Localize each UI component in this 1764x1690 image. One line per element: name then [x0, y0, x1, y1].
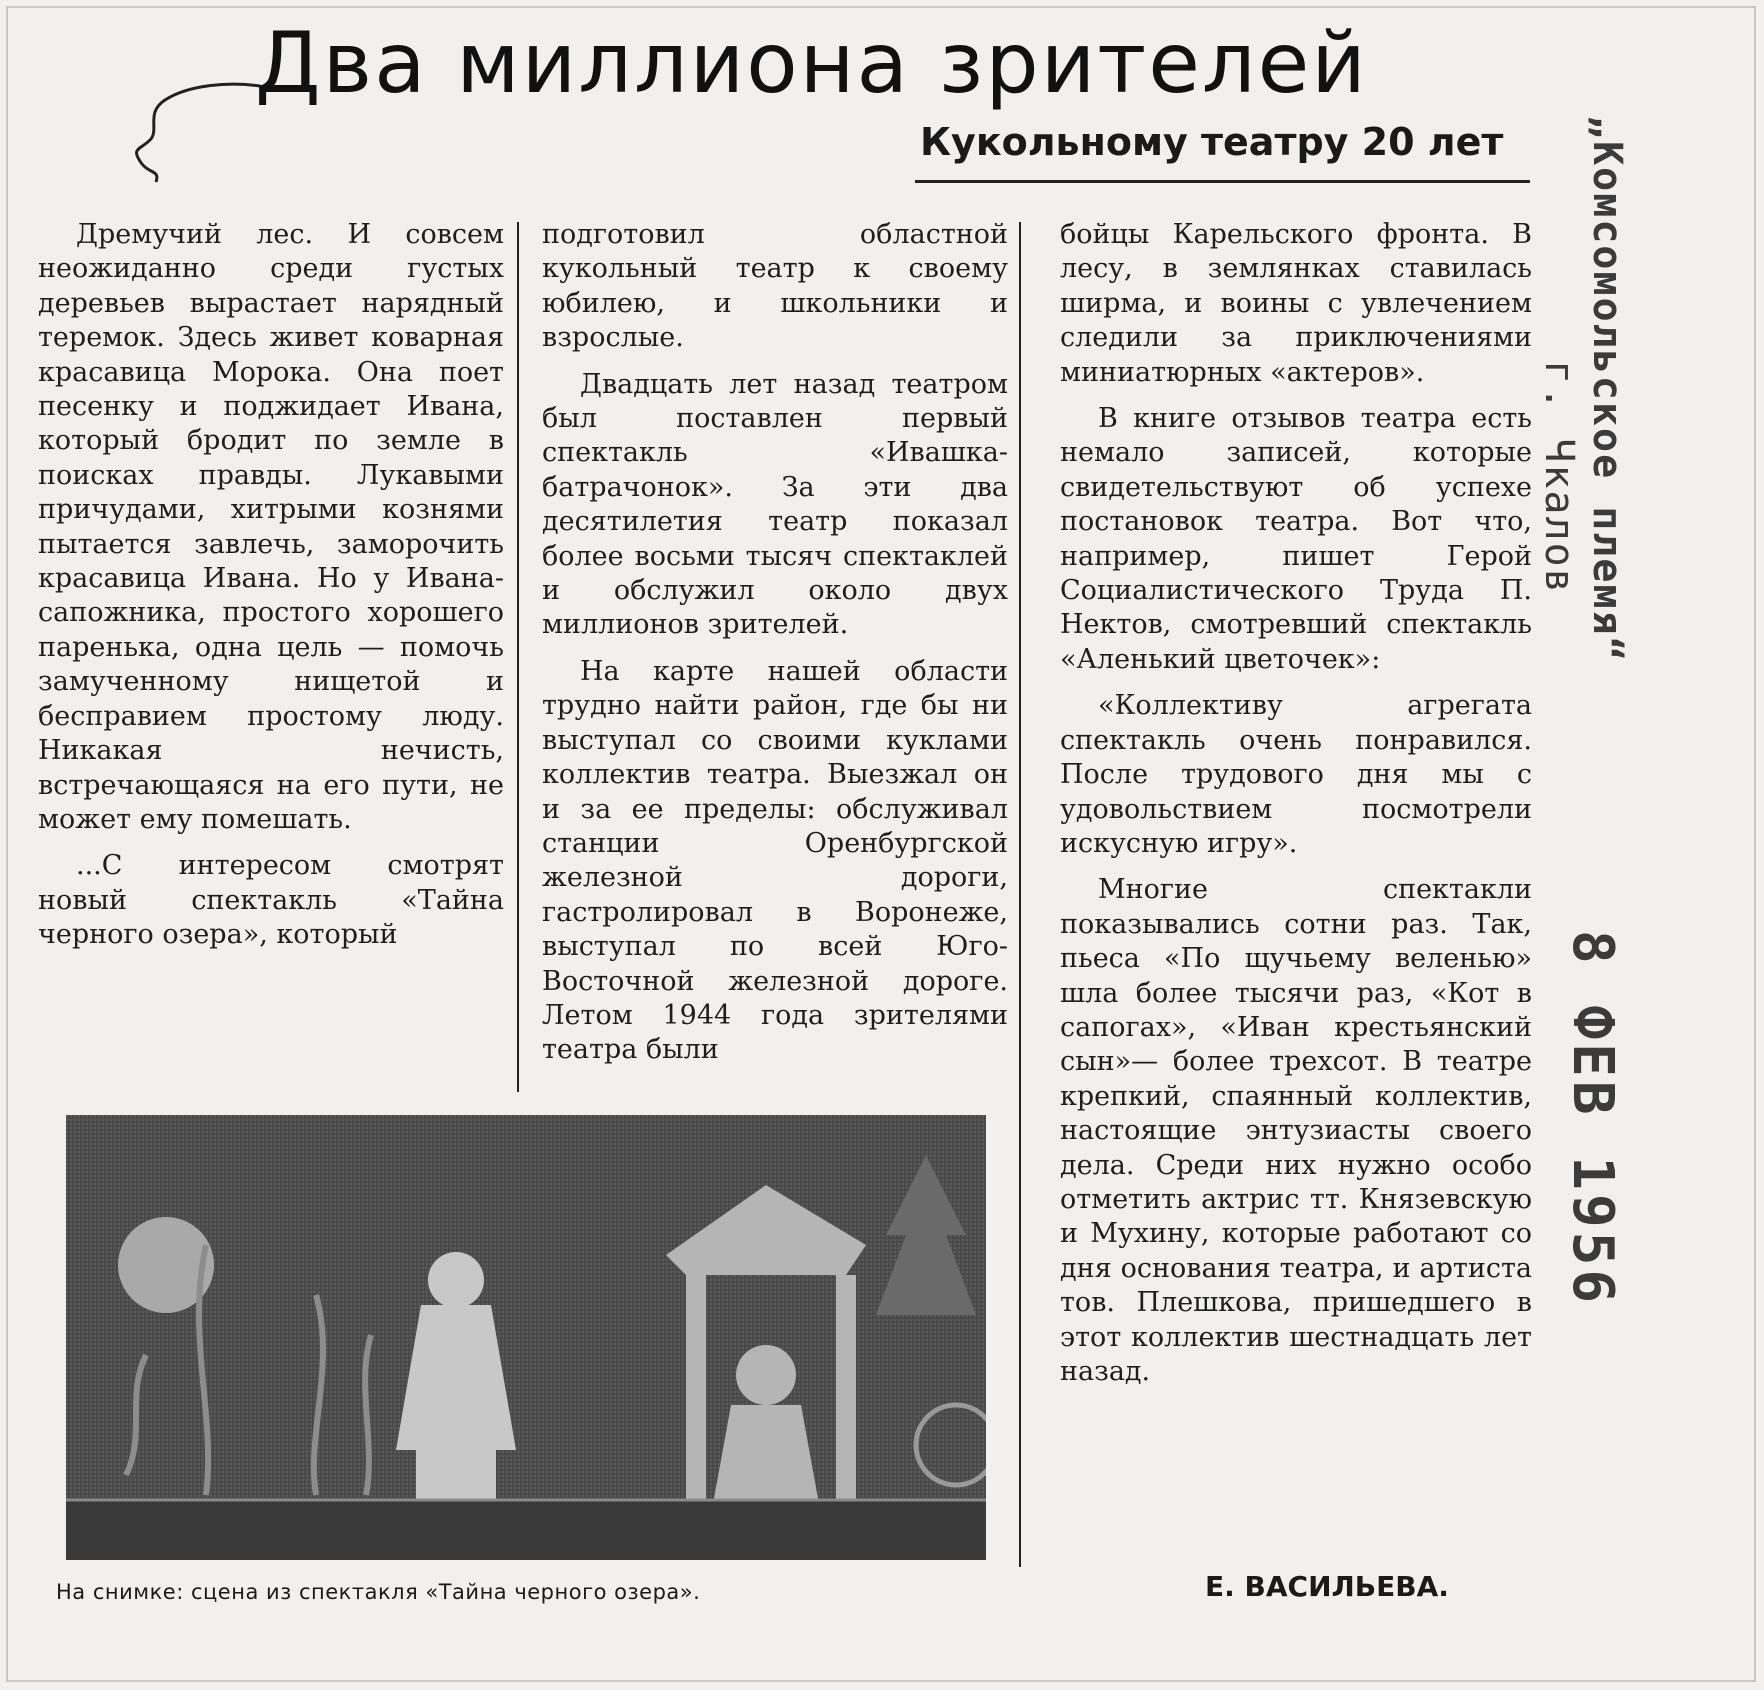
- article-column-1: [38, 218, 504, 965]
- paragraph: «Коллективу агрегата спектакль очень понравился. После трудового дня мы с удовольствием посмотрели искусную игру».: [1060, 690, 1532, 859]
- paragraph: Многие спектакли показывались сотни раз. Так, пьеса «По щучьему веленью» шла более тысячи раз, «Кот в сапогах», «Иван крестьянский сын»— более трехсот. В театре крепкий, спаянный коллектив, настоящие энтузиасты своего дела. Среди них нужно особо отметить актрис тт. Князевскую и Мухину, которые работают со дня основания театра, и артиста тов. Плешкова, пришедшего в этот коллектив шестнадцать лет назад.: [1060, 874, 1532, 1387]
- paragraph: подготовил областной кукольный театр к своему юбилею, и школьники и взрослые.: [542, 219, 1008, 354]
- subheadline: Кукольному театру 20 лет: [920, 120, 1504, 164]
- stamp-newspaper: „Комсомольское племя“: [1584, 115, 1630, 663]
- paragraph: На карте нашей области трудно найти район, где бы ни выступал со своими куклами коллектив театра. Выезжал он и за ее пределы: обслуживал станции Оренбургской железной дороги, гастролировал в Воронеже, выступал по всей Юго-Восточной железной дороге. Летом 1944 года зрителями театра были: [542, 655, 1008, 1066]
- paragraph: бойцы Карельского фронта. В лесу, в землянках ставилась ширма, и воины с увлечением следили за приключениями миниатюрных «актеров».: [1060, 219, 1532, 388]
- pencil-mark: [120, 78, 270, 188]
- paragraph: Двадцать лет назад театром был поставлен первый спектакль «Ивашка-батрачонок». За эти два десятилетия театр показал более восьми тысяч спектаклей и обслужил около двух миллионов зрителей.: [542, 368, 1008, 641]
- stage-photo: [66, 1115, 986, 1560]
- paragraph: Дремучий лес. И совсем неожиданно среди густых деревьев вырастает нарядный теремок. Здесь живет коварная красавица Морока. Она поет песенку и поджидает Ивана, который бродит по земле в поисках правды. Лукавыми причудами, хитрыми кознями пытается завлечь, заморочить красавица Ивана. Но у Ивана-сапожника, простого хорошего паренька, одна цель — помочь замученному нищетой и бесправием простому люду. Никакая нечисть, встречающаяся на его пути, не может ему помешать.: [38, 219, 504, 835]
- paragraph: В книге отзывов театра есть немало записей, которые свидетельствуют об успехе постановок театра. Вот что, например, пишет Герой Социалистического Труда П. Нектов, смотревший спектакль «Аленький цветочек»:: [1060, 403, 1532, 675]
- stamp-city: г. Чкалов: [1536, 360, 1582, 595]
- column-divider-1: [517, 222, 519, 1092]
- headline: Два миллиона зрителей: [255, 14, 1368, 112]
- photo-caption: На снимке: сцена из спектакля «Тайна черного озера».: [56, 1580, 701, 1604]
- column-divider-2: [1019, 222, 1021, 1567]
- article-column-2: [542, 218, 1008, 1080]
- paragraph: ...С интересом смотрят новый спектакль «Тайна черного озера», который: [38, 850, 504, 951]
- stamp-date: 8 ФЕВ 1956: [1560, 930, 1625, 1308]
- article-column-3: [1060, 218, 1532, 1401]
- subheadline-rule: [915, 180, 1530, 183]
- author-signature: Е. ВАСИЛЬЕВА.: [1205, 1570, 1449, 1603]
